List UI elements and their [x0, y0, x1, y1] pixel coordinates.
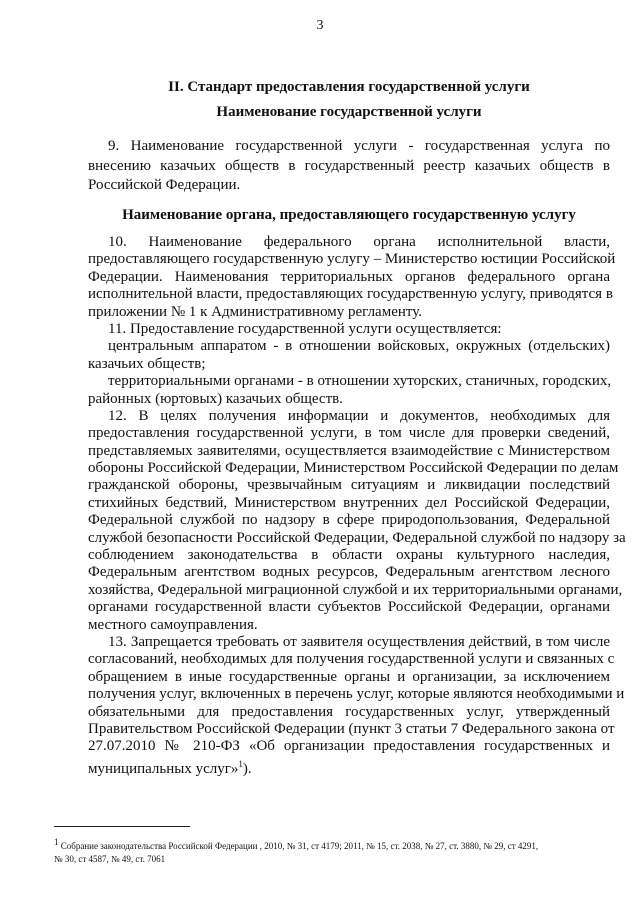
text-line: казачьих обществ;: [88, 355, 206, 372]
text-line: 10. Наименование федерального органа исполнительной власти,: [108, 234, 610, 250]
text-line: Правительством Российской Федерации (пункт 3 статьи 7 Федерального закона от: [88, 720, 615, 737]
section-title: II. Стандарт предоставления государственной услуги: [168, 79, 530, 95]
text-line: исполнительной власти, предоставляющих государственную услугу, приводятся в: [88, 286, 613, 303]
text-line: стихийных бедствий, Министерством внутренних дел Российской Федерации,: [88, 494, 610, 511]
text-line: центральным аппаратом - в отношении войсковых, окружных (отдельских): [108, 338, 610, 355]
text-line: гражданской обороны, чрезвычайным ситуациям и ликвидации последствий: [88, 477, 610, 494]
text-line: 27.07.2010 № 210-ФЗ «Об организации предоставления государственных и: [88, 738, 610, 755]
body-text: [88, 234, 626, 777]
text-line: Федеральной службой по надзору в сфере природопользования, Федеральной: [88, 512, 610, 529]
text-line: обязательными для предоставления государственных услуг, утвержденный: [88, 703, 610, 720]
text-line: службой безопасности Российской Федерации, Федеральной службой по надзору за: [88, 529, 626, 546]
text-line: получения услуг, включенных в перечень услуг, которые являются необходимыми и: [88, 686, 625, 703]
text-line: обороны Российской Федерации, Министерством Российской Федерации по делам: [88, 460, 619, 477]
heading-authority: Наименование органа, предоставляющего государственную услугу: [122, 207, 576, 223]
text-line: согласований, необходимых для получения государственной услуги и связанных с: [88, 651, 615, 668]
text-line: муниципальных услуг»$^1$).: [88, 758, 252, 777]
paragraph-9: [88, 137, 610, 196]
text-line: представляемых заявителями, осуществляется взаимодействие с Министерством: [88, 442, 610, 459]
text-line: местного самоуправления.: [88, 616, 258, 633]
footnote-separator: [54, 826, 190, 827]
footnote: $^1$ Собрание законодательства Российской Федерации , 2010, № 31, ст 4179; 2011, № 15, ст. 2038, № 27, ст. 3880, № 29, ст 4291, № 30, ст 4587, № 49, ст. 7061: [54, 836, 594, 866]
text-line: приложении № 1 к Административному регламенту.: [88, 303, 422, 320]
text-line: обращением в иные государственные органы и организации, за исключением: [88, 668, 610, 685]
text-line: органами государственной власти субъектов Российской Федерации, органами: [88, 599, 610, 616]
footnote-line: № 30, ст 4587, № 49, ст. 7061: [54, 854, 166, 864]
text-line: 11. Предоставление государственной услуги осуществляется:: [108, 320, 502, 337]
text-line: предоставления государственной услуги, в том числе для проверки сведений,: [88, 425, 610, 442]
text-end: ).: [242, 760, 252, 777]
text-line: 9. Наименование государственной услуги - государственная услуга по: [108, 138, 610, 154]
text-line: 12. В целях получения информации и документов, необходимых для: [108, 407, 610, 424]
text-line: внесению казачьих обществ в государственный реестр казачьих обществ в: [88, 157, 610, 174]
heading-service-name: Наименование государственной услуги: [216, 104, 482, 120]
text-line: хозяйства, Федеральной миграционной службой и их территориальными органами,: [88, 581, 623, 598]
text-line: Российской Федерации.: [88, 177, 241, 193]
footnote-line: Собрание законодательства Российской Федерации , 2010, № 31, ст 4179; 2011, № 15, ст. 2038, № 27, ст. 3880, № 29, ст 4291,: [60, 841, 539, 851]
text-line: Федерации. Наименования территориальных органов федерального органа: [88, 268, 610, 285]
text-line: территориальными органами - в отношении хуторских, станичных, городских,: [108, 373, 612, 390]
text-line: районных (юртовых) казачьих обществ.: [88, 390, 343, 407]
footnote-ref[interactable]: 1: [238, 758, 243, 769]
text-line: 13. Запрещается требовать от заявителя осуществления действий, в том числе: [108, 633, 610, 650]
text-line: предоставляющего государственную услугу – Министерство юстиции Российской: [88, 251, 616, 268]
text-line: Федеральным агентством водных ресурсов, Федеральным агентством лесного: [88, 564, 610, 581]
page-number: 3: [316, 18, 324, 33]
text-line: соблюдением законодательства в области охраны культурного наследия,: [88, 547, 610, 564]
